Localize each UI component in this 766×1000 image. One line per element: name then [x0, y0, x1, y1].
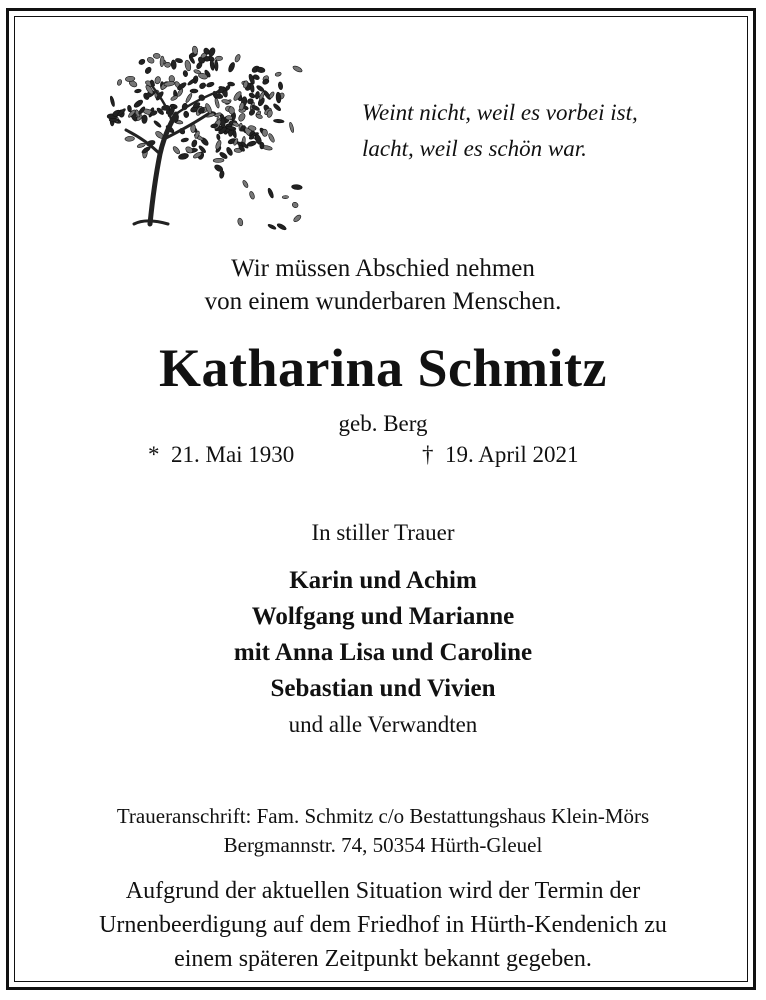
leaf-icon [232, 121, 239, 127]
leaf-icon [134, 89, 141, 94]
family-line: Karin und Achim [289, 567, 477, 594]
leaf-icon [267, 133, 275, 143]
leaf-icon [289, 122, 295, 133]
death-symbol: † [422, 442, 434, 467]
quote-line-1: Weint nicht, weil es vorbei ist, [362, 100, 638, 125]
leaf-icon [164, 62, 170, 67]
notice-line-3: einem späteren Zeitpunkt bekannt gegeben. [174, 946, 592, 972]
mourning-address [0, 802, 766, 860]
leaf-icon [248, 92, 255, 99]
leaf-icon [255, 113, 263, 119]
intro-line-2: von einem wunderbaren Menschen. [204, 288, 562, 315]
leaf-icon [190, 89, 198, 93]
leaf-icon [109, 96, 115, 107]
leaf-icon [178, 153, 189, 161]
leaf-icon [278, 82, 283, 90]
leaf-icon [226, 115, 233, 120]
leaf-icon [153, 120, 162, 128]
death-date-text: 19. April 2021 [445, 442, 579, 467]
leaf-icon [291, 184, 302, 190]
birth-date [148, 438, 294, 472]
leaf-icon [138, 58, 146, 65]
leaf-icon [109, 118, 118, 122]
intro-line-1: Wir müssen Abschied nehmen [231, 255, 535, 282]
intro-text [0, 252, 766, 318]
address-line-1: Traueranschrift: Fam. Schmitz c/o Bestattungshaus Klein-Mörs [116, 804, 650, 828]
leaf-icon [184, 60, 192, 72]
funeral-notice [0, 874, 766, 976]
leaf-icon [206, 81, 215, 88]
leaf-icon [267, 188, 274, 199]
leaf-icon [237, 112, 246, 122]
leaf-icon [210, 60, 215, 71]
leaf-icon [125, 136, 135, 141]
leaf-icon [272, 103, 281, 112]
leaf-icon [183, 70, 188, 77]
leaf-icon [144, 66, 152, 75]
leaf-icon [267, 223, 276, 230]
leaf-icon [260, 142, 265, 149]
leaf-icon [183, 111, 189, 118]
leaf-icon [276, 223, 287, 231]
leaf-icon [237, 218, 244, 227]
leaf-icon [214, 98, 220, 109]
notice-line-2: Urnenbeerdigung auf dem Friedhof in Hürth-Kendenich zu [99, 912, 667, 938]
deceased-name: Katharina Schmitz [159, 338, 607, 398]
quote-line-2: lacht, weil es schön war. [362, 136, 587, 161]
quote [362, 95, 638, 167]
leaf-icon [225, 146, 233, 156]
leaf-icon [137, 142, 146, 148]
death-date [422, 438, 579, 472]
leaf-icon [282, 195, 289, 199]
leaf-icon [293, 214, 303, 223]
leaf-icon [171, 60, 177, 70]
leaf-icon [256, 67, 265, 74]
leaf-icon [117, 79, 123, 86]
address-line-2: Bergmannstr. 74, 50354 Hürth-Gleuel [223, 833, 543, 857]
leaf-icon [191, 139, 198, 148]
leaf-icon [275, 72, 282, 77]
leaf-icon [250, 83, 255, 93]
family-line: mit Anna Lisa und Caroline [233, 639, 533, 666]
leaf-icon [228, 106, 235, 114]
leaf-icon [181, 137, 189, 142]
windblown-tree-icon [98, 24, 304, 234]
leaf-icon [193, 69, 201, 75]
notice-line-1: Aufgrund der aktuellen Situation wird der Termin der [125, 878, 641, 904]
leaf-icon [249, 191, 256, 200]
leaf-icon [198, 82, 206, 90]
leaf-icon [216, 134, 220, 141]
leaf-icon [291, 201, 299, 209]
family-line: Sebastian und Vivien [270, 675, 496, 702]
birth-symbol: * [148, 442, 160, 467]
leaf-icon [141, 115, 147, 124]
family-names [0, 563, 766, 707]
mourning-line: In stiller Trauer [311, 520, 455, 545]
leaf-icon [214, 60, 218, 71]
birth-date-text: 21. Mai 1930 [171, 442, 295, 467]
leaf-icon [185, 93, 193, 104]
leaf-icon [273, 119, 284, 123]
leaf-icon [262, 129, 268, 137]
leaf-icon [234, 54, 241, 63]
leaf-icon [172, 145, 181, 155]
leaf-icon [160, 56, 165, 67]
leaf-icon [127, 105, 132, 112]
relatives-line: und alle Verwandten [288, 712, 478, 737]
leaf-icon [292, 65, 303, 73]
maiden-name: geb. Berg [338, 411, 428, 436]
leaf-icon [153, 53, 160, 58]
leaf-icon [227, 62, 235, 73]
leaf-icon [213, 158, 224, 163]
leaf-icon [242, 180, 249, 189]
family-line: Wolfgang und Marianne [251, 603, 515, 630]
